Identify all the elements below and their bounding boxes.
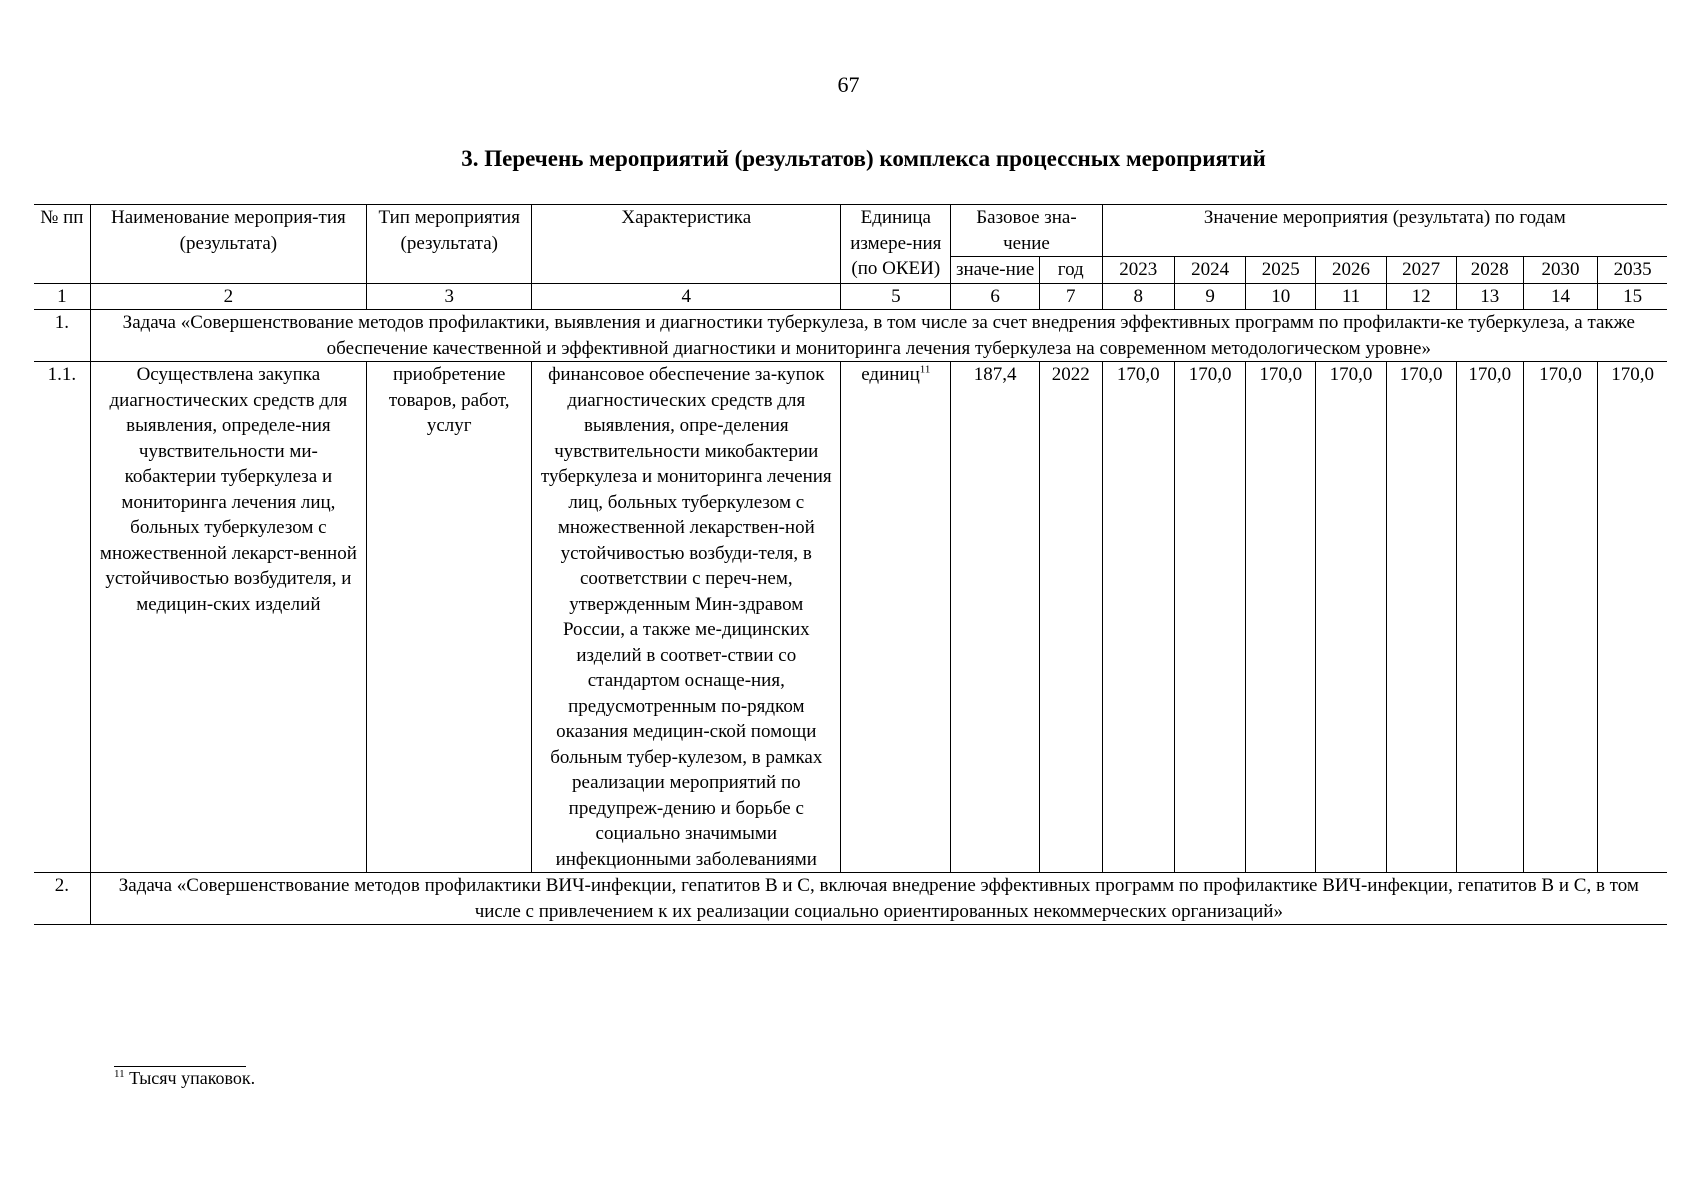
unit-text: единиц: [861, 364, 920, 385]
task-row: [34, 310, 1667, 362]
header-row: [34, 205, 1667, 257]
activities-table: [34, 204, 1667, 925]
row-number: 1.1.: [34, 362, 90, 873]
column-number: 5: [841, 283, 951, 310]
column-number: 15: [1598, 283, 1667, 310]
footnote-text: Тысяч упаковок.: [129, 1068, 256, 1088]
header-base-year: год: [1039, 257, 1102, 284]
header-base: Базовое зна-чение: [951, 205, 1102, 257]
year-value: 170,0: [1102, 362, 1174, 873]
activity-characteristic: финансовое обеспечение за-купок диагностических средств для выявления, опре-деления чувствительности микобактерии туберкулеза и мониторинга лечения лиц, больных туберкулезом с множественной лекарствен-ной устойчивостью возбуди-теля, в соответствии с переч-нем, утвержденным Мин-здравом России, а также ме-дицинских изделий в соответ-ствии со стандартом оснаще-ния, предусмотренным по-рядком оказания медицин-ской помощи больным тубер-кулезом, в рамках реализации мероприятий по предупреж-дению и борьбе с социально значимыми инфекционными заболеваниями: [532, 362, 841, 873]
year-value: 170,0: [1523, 362, 1598, 873]
row-number: 2.: [34, 873, 90, 925]
column-number: 8: [1102, 283, 1174, 310]
column-number: 14: [1523, 283, 1598, 310]
header-type: Тип мероприятия (результата): [367, 205, 532, 284]
column-number: 11: [1316, 283, 1386, 310]
header-num: № пп: [34, 205, 90, 284]
activity-row: [34, 362, 1667, 873]
task-row: [34, 873, 1667, 925]
task-text: Задача «Совершенствование методов профилактики ВИЧ-инфекции, гепатитов В и С, включая внедрение эффективных программ по профилактике ВИЧ-инфекции, гепатитов В и С, в том числе с привлечением к их реализации социально ориентированных некоммерческих организаций»: [90, 873, 1667, 925]
task-text: Задача «Совершенствование методов профилактики, выявления и диагностики туберкулеза, в том числе за счет внедрения эффективных программ по профилакти-ке туберкулеза, а также обеспечение качественной и эффективной диагностики и мониторинга лечения туберкулеза на современном методологическом уровне»: [90, 310, 1667, 362]
activity-type: приобретение товаров, работ, услуг: [367, 362, 532, 873]
header-year: 2028: [1456, 257, 1523, 284]
column-number: 13: [1456, 283, 1523, 310]
header-year: 2026: [1316, 257, 1386, 284]
header-year: 2024: [1174, 257, 1245, 284]
footnote-ref: 11: [919, 363, 931, 376]
year-value: 170,0: [1386, 362, 1456, 873]
year-value: 170,0: [1598, 362, 1667, 873]
base-year: 2022: [1039, 362, 1102, 873]
header-year: 2030: [1523, 257, 1598, 284]
page-number: 67: [837, 72, 860, 97]
activity-name: Осуществлена закупка диагностических средств для выявления, определе-ния чувствительности ми-кобактерии туберкулеза и мониторинга лечения лиц, больных туберкулезом с множественной лекарст-венной устойчивостью возбудителя, и медицин-ских изделий: [90, 362, 366, 873]
footnote: [114, 1068, 255, 1089]
header-year: 2023: [1102, 257, 1174, 284]
header-name: Наименование мероприя-тия (результата): [90, 205, 366, 284]
header-years-group: Значение мероприятия (результата) по годам: [1102, 205, 1667, 257]
header-characteristic: Характеристика: [532, 205, 841, 284]
header-base-value: значе-ние: [951, 257, 1040, 284]
header-year: 2027: [1386, 257, 1456, 284]
page-title: 3. Перечень мероприятий (результатов) комплекса процессных мероприятий: [461, 146, 1266, 171]
footnote-mark: 11: [114, 1068, 125, 1080]
column-number: 9: [1174, 283, 1245, 310]
footnote-divider: [114, 1066, 246, 1067]
header-year: 2025: [1246, 257, 1316, 284]
column-number: 10: [1246, 283, 1316, 310]
year-value: 170,0: [1316, 362, 1386, 873]
base-value: 187,4: [951, 362, 1040, 873]
column-number: 12: [1386, 283, 1456, 310]
row-number: 1.: [34, 310, 90, 362]
year-value: 170,0: [1456, 362, 1523, 873]
column-number: 2: [90, 283, 366, 310]
activity-unit: [841, 362, 951, 873]
header-year: 2035: [1598, 257, 1667, 284]
column-number-row: [34, 283, 1667, 310]
column-number: 3: [367, 283, 532, 310]
header-unit: Единица измере-ния (по ОКЕИ): [841, 205, 951, 284]
year-value: 170,0: [1174, 362, 1245, 873]
column-number: 4: [532, 283, 841, 310]
column-number: 7: [1039, 283, 1102, 310]
column-number: 1: [34, 283, 90, 310]
column-number: 6: [951, 283, 1040, 310]
year-value: 170,0: [1246, 362, 1316, 873]
